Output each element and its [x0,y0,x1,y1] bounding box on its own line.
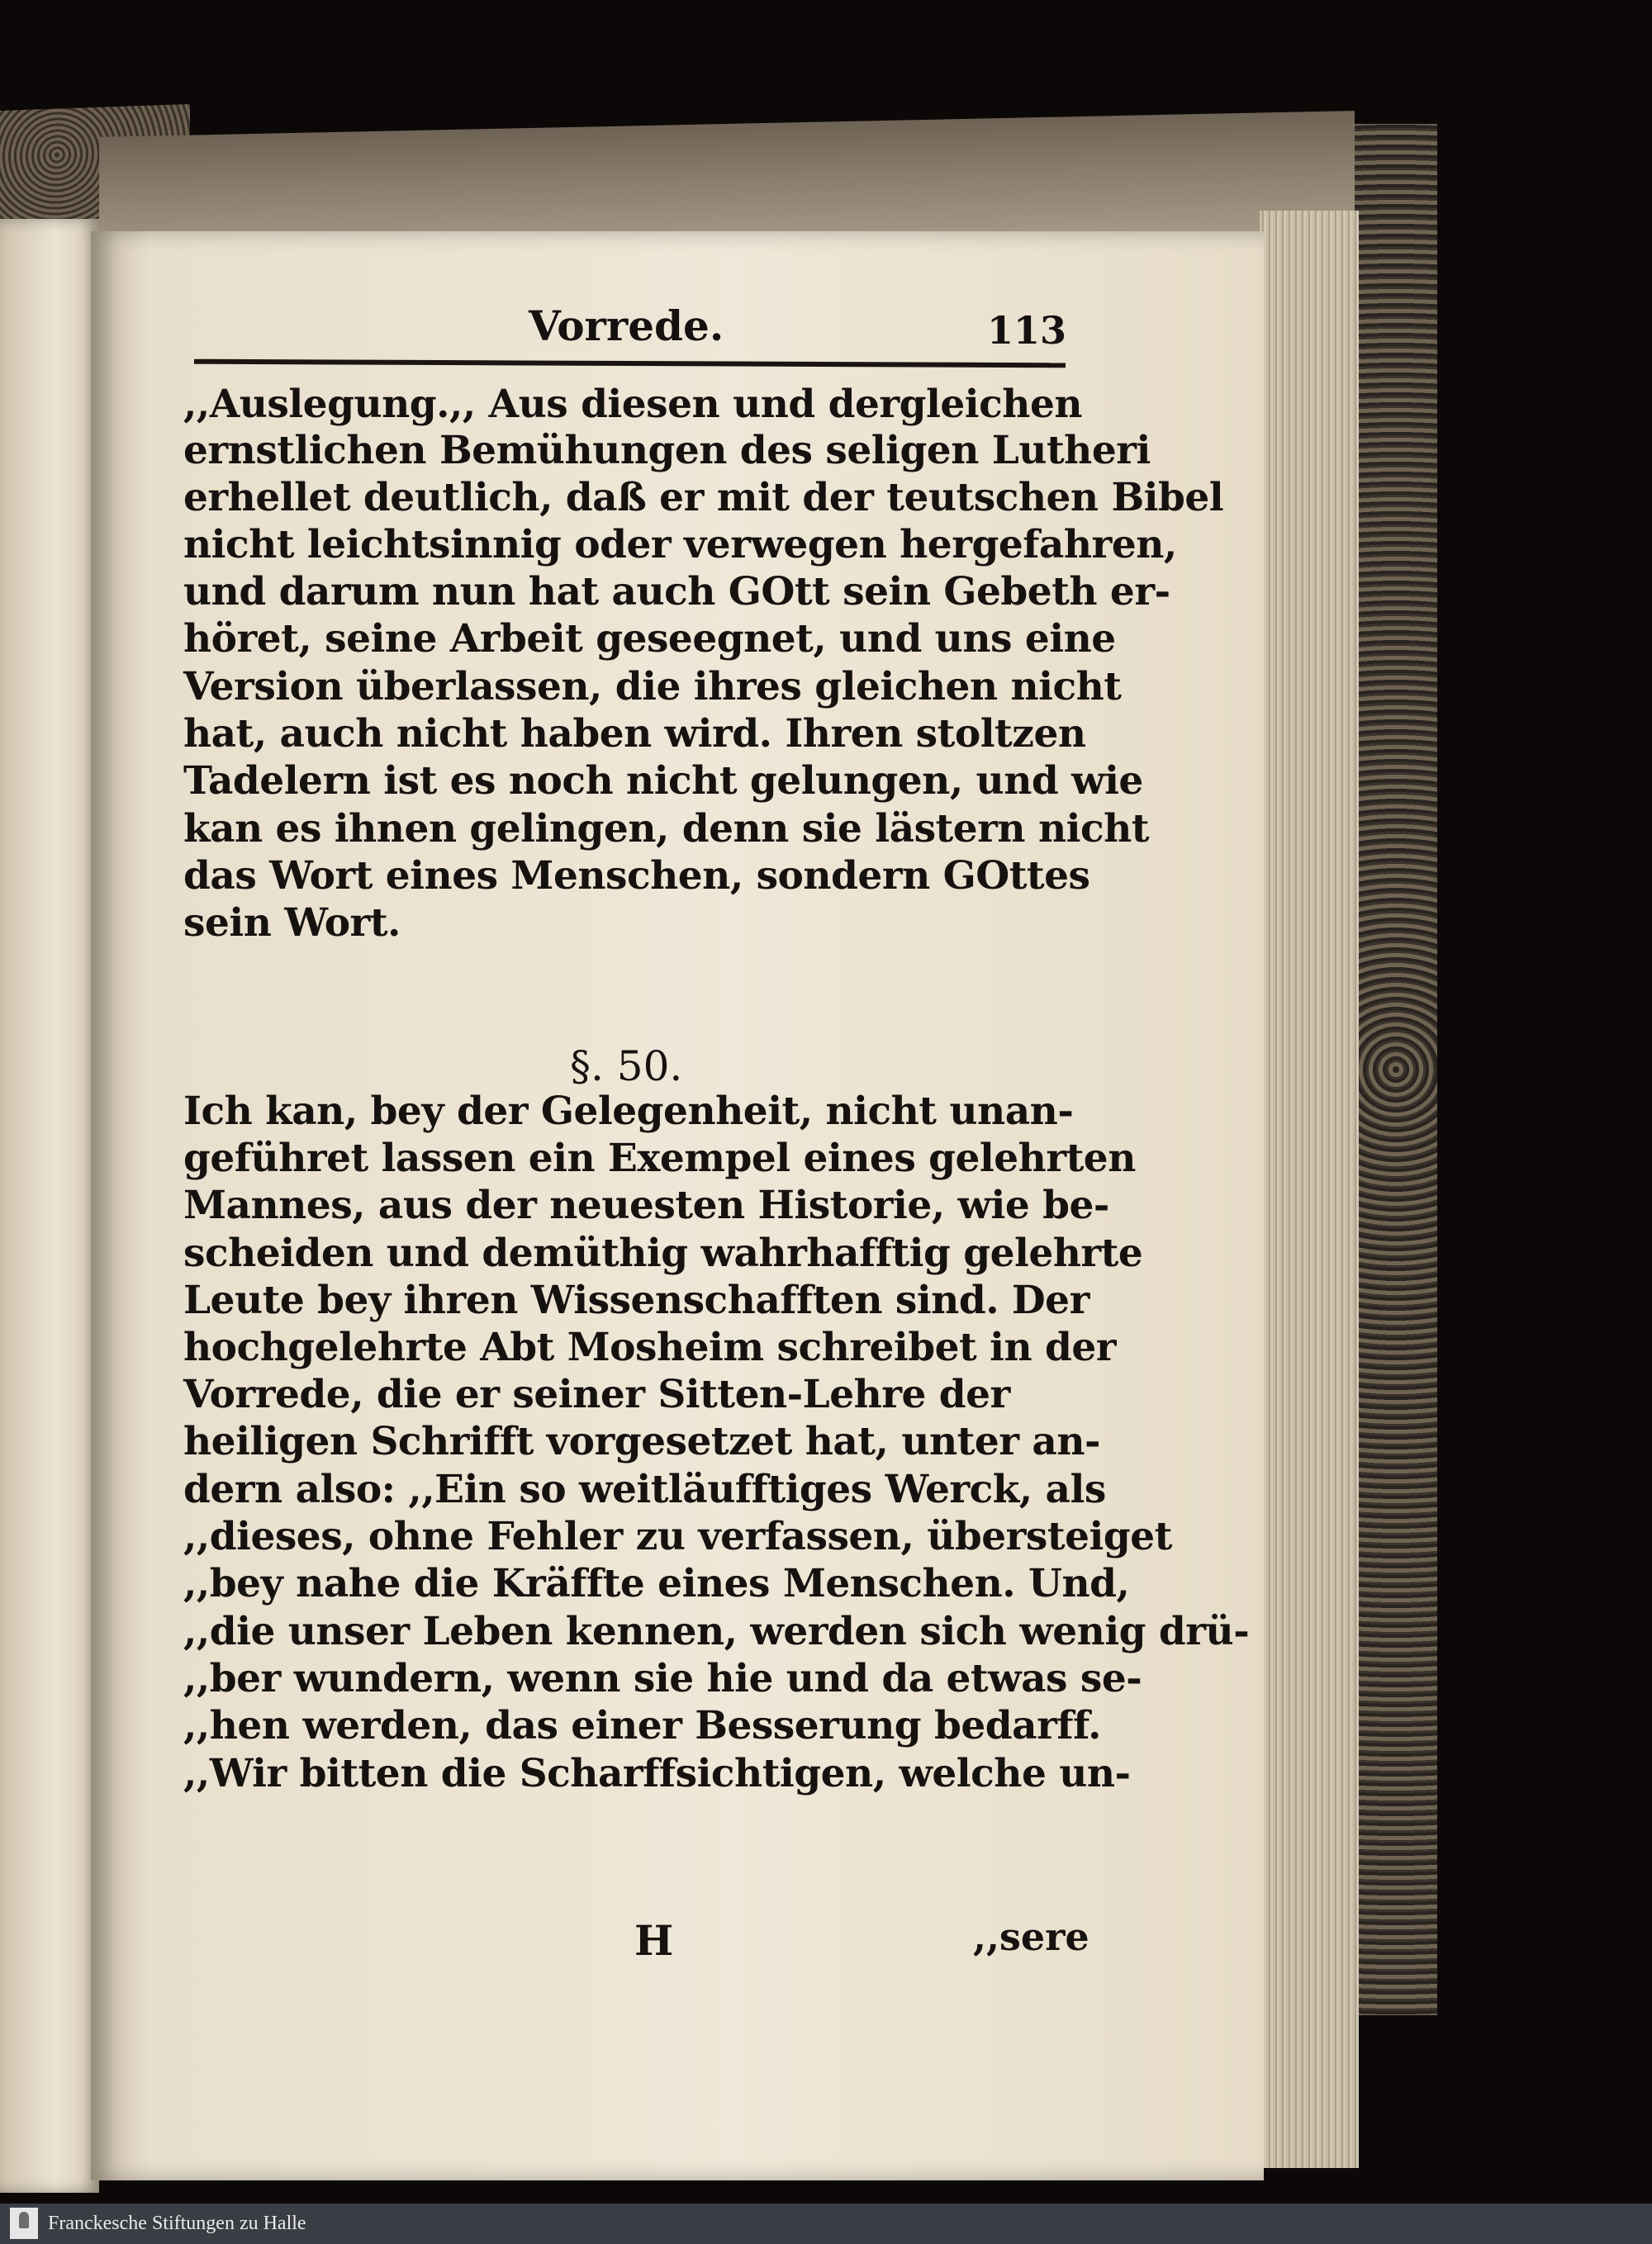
text-line: Mannes, aus der neuesten Historie, wie be- [183,1183,1109,1228]
text-line: ,,ber wundern, wenn sie hie und da etwas se- [183,1656,1142,1701]
text-line: heiligen Schrifft vorgesetzet hat, unter an- [183,1419,1100,1464]
text-line: das Wort eines Menschen, sondern GOttes [183,853,1090,899]
footer-credit: Franckesche Stiftungen zu Halle [48,2213,306,2234]
facing-page-edge [0,219,99,2193]
text-line: Leute bey ihren Wissenschafften sind. Der [183,1278,1089,1323]
text-line: Ich kan, bey der Gelegenheit, nicht unan- [183,1089,1074,1134]
text-line: ,,Auslegung.,, Aus diesen und dergleichen [183,382,1083,427]
text-line: hat, auch nicht haben wird. Ihren stoltzen [183,711,1086,757]
text-line: ,,bey nahe die Kräffte eines Menschen. Und, [183,1561,1130,1606]
text-line: ,,Wir bitten die Scharffsichtigen, welche un- [183,1751,1131,1796]
text-line: ,,hen werden, das einer Besserung bedarff. [183,1703,1101,1748]
text-line: Vorrede, die er seiner Sitten-Lehre der [183,1372,1010,1417]
page-edges [1260,211,1359,2168]
text-line: nicht leichtsinnig oder verwegen hergefahren, [183,522,1177,567]
text-line: ,,die unser Leben kennen, werden sich wenig drü- [183,1609,1250,1654]
text-line: sein Wort. [183,900,401,946]
signature-mark: H [634,1916,674,1965]
text-line: geführet lassen ein Exempel eines gelehrten [183,1136,1136,1181]
text-line: und darum nun hat auch GOtt sein Gebeth er- [183,569,1170,614]
text-line: hochgelehrte Abt Mosheim schreibet in der [183,1325,1117,1370]
text-line: höret, seine Arbeit geseegnet, und uns eine [183,616,1116,662]
running-header: Vorrede. [529,301,724,350]
text-line: ,,dieses, ohne Fehler zu verfassen, übersteiget [183,1514,1172,1559]
text-line: scheiden und demüthig wahrhafftig gelehrte [183,1231,1143,1276]
section-number: §. 50. [570,1042,683,1090]
catchword: ,,sere [973,1914,1089,1959]
text-line: ernstlichen Bemühungen des seligen Lutheri [183,428,1151,473]
text-line: erhellet deutlich, daß er mit der teutschen Bibel [183,475,1224,520]
page-number: 113 [987,308,1067,353]
text-line: Version überlassen, die ihres gleichen nicht [183,664,1122,709]
text-line: dern also: ,,Ein so weitläufftiges Werck, als [183,1467,1106,1512]
text-line: Tadelern ist es noch nicht gelungen, und wie [183,758,1143,804]
institution-logo-icon [10,2208,38,2239]
text-line: kan es ihnen gelingen, denn sie lästern nicht [183,806,1149,852]
book-cover-right [1355,124,1437,2015]
